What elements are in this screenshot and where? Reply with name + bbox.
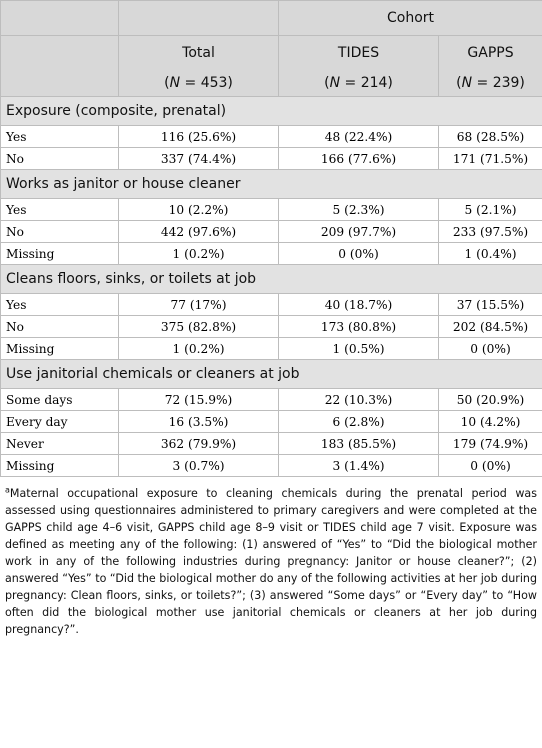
section-header-row <box>1 360 542 389</box>
value-cell: 16 (3.5%) <box>119 411 279 433</box>
n-symbol: N <box>169 74 181 91</box>
table-row <box>1 199 542 221</box>
value-cell: 50 (20.9%) <box>439 389 542 411</box>
table-row <box>1 148 542 170</box>
header-blank-cell <box>1 69 119 97</box>
value-cell: 0 (0%) <box>439 455 542 477</box>
value-cell: 337 (74.4%) <box>119 148 279 170</box>
value-cell: 3 (0.7%) <box>119 455 279 477</box>
section-title: Use janitorial chemicals or cleaners at job <box>1 360 542 389</box>
table-row <box>1 389 542 411</box>
value-cell: 375 (82.8%) <box>119 316 279 338</box>
footnote-marker: a <box>5 485 10 495</box>
n-symbol: N <box>461 74 473 91</box>
value-cell: 3 (1.4%) <box>279 455 439 477</box>
value-cell: 5 (2.3%) <box>279 199 439 221</box>
value-cell: 40 (18.7%) <box>279 294 439 316</box>
value-cell: 362 (79.9%) <box>119 433 279 455</box>
section-title: Exposure (composite, prenatal) <box>1 97 542 126</box>
value-cell: 10 (2.2%) <box>119 199 279 221</box>
n-value: 239 <box>492 74 520 91</box>
value-cell: 1 (0.4%) <box>439 243 542 265</box>
value-cell: 1 (0.2%) <box>119 338 279 360</box>
n-value: 453 <box>200 74 228 91</box>
footnote-text: Maternal occupational exposure to cleaning chemicals during the prenatal period was assessed using questionnaires administered to primary caregivers and were completed at the GAPPS child age 4–6 visit, GAPPS child age 8–9 visit or TIDES child age 7 visit. Exposure was defined as meeting any of the following: (1) answered of “Yes” to “Did the biological mother work in any of the following industries during pregnancy: Janitor or house cleaner?”; (2) answered “Yes” to “Did the biological mother do any of the following activities at her job during pregnancy: Clean floors, sinks, or toilets?”; (3) answered “Some days” or “Every day” to “How often did the biological mother use janitorial chemicals or cleaners at her job during pregnancy?”. <box>5 487 537 636</box>
table-row <box>1 126 542 148</box>
table-row <box>1 316 542 338</box>
n-symbol: N <box>329 74 341 91</box>
table-row <box>1 338 542 360</box>
value-cell: 77 (17%) <box>119 294 279 316</box>
value-cell: 0 (0%) <box>279 243 439 265</box>
table-header <box>1 1 542 97</box>
header-blank-cell <box>1 36 119 70</box>
n-equals: = <box>472 74 493 91</box>
n-equals: = <box>180 74 201 91</box>
table-row <box>1 294 542 316</box>
section-header-row <box>1 170 542 199</box>
n-value: 214 <box>360 74 388 91</box>
value-cell: 22 (10.3%) <box>279 389 439 411</box>
row-label: Missing <box>1 243 119 265</box>
value-cell: 6 (2.8%) <box>279 411 439 433</box>
value-cell: 68 (28.5%) <box>439 126 542 148</box>
value-cell: 116 (25.6%) <box>119 126 279 148</box>
section-title: Cleans floors, sinks, or toilets at job <box>1 265 542 294</box>
value-cell: 5 (2.1%) <box>439 199 542 221</box>
value-cell: 72 (15.9%) <box>119 389 279 411</box>
row-label: No <box>1 221 119 243</box>
col-header-gapps: GAPPS <box>439 36 542 70</box>
value-cell: 1 (0.5%) <box>279 338 439 360</box>
section-header-row <box>1 97 542 126</box>
table-row <box>1 411 542 433</box>
value-cell: 173 (80.8%) <box>279 316 439 338</box>
value-cell: 10 (4.2%) <box>439 411 542 433</box>
table-row <box>1 455 542 477</box>
cohort-header: Cohort <box>279 1 542 36</box>
value-cell: 209 (97.7%) <box>279 221 439 243</box>
row-label: Never <box>1 433 119 455</box>
table-row <box>1 433 542 455</box>
header-blank-cell <box>119 1 279 36</box>
row-label: Some days <box>1 389 119 411</box>
row-label: Yes <box>1 126 119 148</box>
section-title: Works as janitor or house cleaner <box>1 170 542 199</box>
value-cell: 183 (85.5%) <box>279 433 439 455</box>
value-cell: 166 (77.6%) <box>279 148 439 170</box>
header-blank-cell <box>1 1 119 36</box>
value-cell: 179 (74.9%) <box>439 433 542 455</box>
table-body <box>1 97 542 477</box>
n-equals: = <box>340 74 361 91</box>
value-cell: 48 (22.4%) <box>279 126 439 148</box>
value-cell: 1 (0.2%) <box>119 243 279 265</box>
n-count-cell: (N = 214) <box>279 69 439 97</box>
value-cell: 233 (97.5%) <box>439 221 542 243</box>
row-label: Yes <box>1 199 119 221</box>
section-header-row <box>1 265 542 294</box>
row-label: Every day <box>1 411 119 433</box>
table-row <box>1 221 542 243</box>
value-cell: 442 (97.6%) <box>119 221 279 243</box>
value-cell: 171 (71.5%) <box>439 148 542 170</box>
value-cell: 202 (84.5%) <box>439 316 542 338</box>
row-label: No <box>1 148 119 170</box>
col-header-total: Total <box>119 36 279 70</box>
col-header-tides: TIDES <box>279 36 439 70</box>
value-cell: 0 (0%) <box>439 338 542 360</box>
footnote <box>0 477 542 638</box>
row-label: Missing <box>1 338 119 360</box>
table-row <box>1 243 542 265</box>
row-label: Missing <box>1 455 119 477</box>
row-label: No <box>1 316 119 338</box>
n-count-cell: (N = 453) <box>119 69 279 97</box>
value-cell: 37 (15.5%) <box>439 294 542 316</box>
row-label: Yes <box>1 294 119 316</box>
n-count-cell: (N = 239) <box>439 69 542 97</box>
